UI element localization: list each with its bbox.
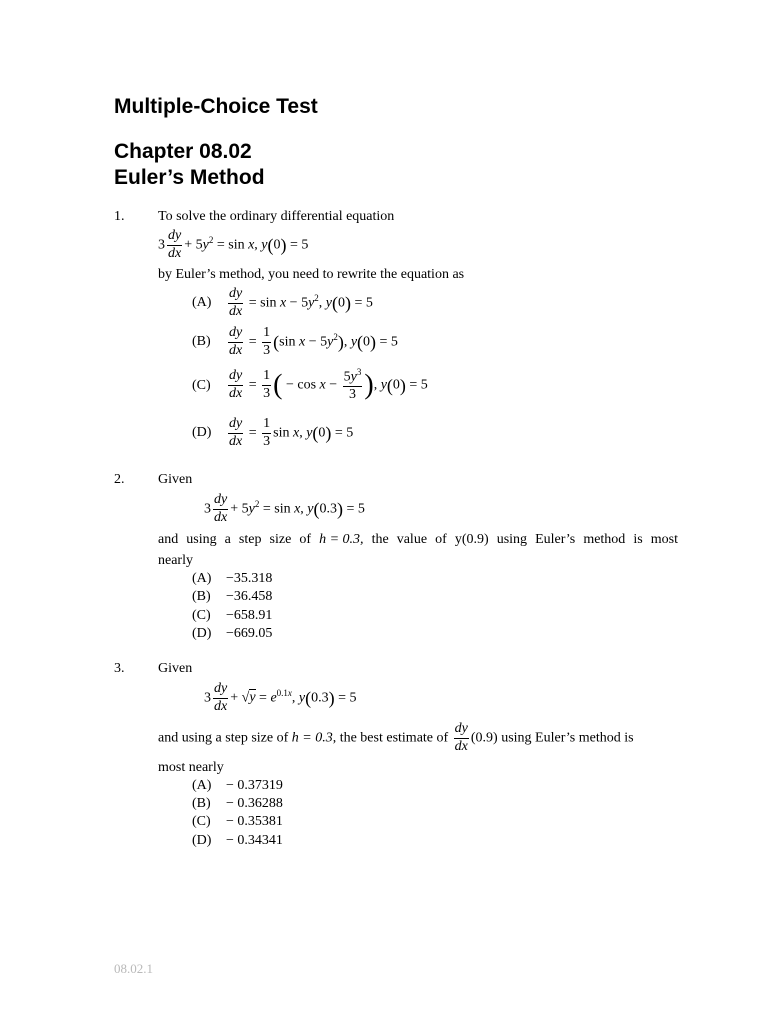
option-value: − 0.37319 [226, 778, 283, 793]
question-2-option-a[interactable] [192, 572, 272, 586]
question-3-intro: Given [158, 661, 193, 676]
option-value: −36.458 [226, 589, 273, 604]
question-2-option-b[interactable] [192, 590, 272, 604]
step-size: h = 0.3 [291, 730, 333, 746]
follow-word: a [224, 532, 231, 547]
follow-word: most [650, 532, 678, 547]
follow-word: Euler’s [535, 532, 576, 547]
follow-word: the [371, 532, 389, 547]
page-number: 08.02.1 [114, 961, 153, 976]
question-3-option-d[interactable] [192, 834, 283, 848]
question-1-follow: by Euler’s method, you need to rewrite the equation as [158, 267, 465, 282]
option-label: (B) [192, 796, 211, 811]
option-label: (A) [192, 571, 212, 586]
question-3-option-a[interactable] [192, 779, 283, 793]
question-2-number: 2. [114, 472, 125, 487]
question-1-option-b[interactable]: (B) $\frac{dy}{dx}$ = $\frac{1}{3}$ (sin $x - 5y^2$), y(0) = 5 [192, 325, 398, 358]
option-value: − 0.36288 [226, 796, 283, 811]
test-title: Multiple-Choice Test [114, 95, 318, 118]
option-label: (C) [192, 608, 211, 623]
question-2-option-c[interactable] [192, 609, 272, 623]
follow-word: value [396, 532, 428, 547]
question-2-follow-end: nearly [158, 553, 193, 568]
follow-word: step [238, 532, 262, 547]
option-label: (D) [192, 833, 212, 848]
question-3-option-c[interactable] [192, 815, 283, 829]
option-label: (C) [192, 814, 211, 829]
question-1-option-c[interactable]: (C) $\frac{dy}{dx}$ = $\frac{1}{3}$ ( − cos x − $\frac{5y^3}{3}$ ), y(0) = 5 [192, 367, 428, 403]
option-value: −669.05 [226, 626, 273, 641]
follow-text: , the best estimate of [332, 730, 449, 746]
question-2-intro: Given [158, 472, 193, 487]
question-3-follow: and using a step size of h = 0.3, the best estimate of $\frac{dy}{dx}$ (0.9) using Euler’s method is [158, 721, 634, 754]
follow-text: and using a step size of [158, 730, 289, 746]
target-value: y(0.9) [454, 532, 489, 547]
option-value: − 0.35381 [226, 814, 283, 829]
follow-word: is [633, 532, 643, 547]
question-2-equation: 3 $\frac{dy}{dx}$ + $5y^2 = \sin x$, y(0.3) = 5 [204, 492, 365, 525]
question-1-intro: To solve the ordinary differential equation [158, 209, 395, 224]
option-value: −658.91 [226, 608, 273, 623]
step-size: h = 0.3, [319, 532, 364, 547]
question-1-equation: 3 $\frac{dy}{dx}$ + $5y^2 = \sin x$, y(0) = 5 [158, 228, 309, 261]
question-3-follow-end: most nearly [158, 760, 224, 775]
follow-word: of [435, 532, 447, 547]
option-value: −35.318 [226, 571, 273, 586]
option-label: (A) [192, 295, 212, 311]
follow-word: size [269, 532, 292, 547]
follow-word: using [496, 532, 528, 547]
topic-title: Euler’s Method [114, 166, 265, 189]
question-3-equation: 3 $\frac{dy}{dx}$ + $√y = e^{0.1x}$, y(0.3) = 5 [204, 681, 357, 714]
follow-word: method [583, 532, 626, 547]
follow-word: using [186, 532, 217, 547]
chapter-title: Chapter 08.02 [114, 140, 252, 163]
option-value: − 0.34341 [226, 833, 283, 848]
question-2-option-d[interactable] [192, 627, 272, 641]
option-label: (B) [192, 589, 211, 604]
question-3-number: 3. [114, 661, 125, 676]
question-3-option-b[interactable] [192, 797, 283, 811]
option-label: (C) [192, 377, 211, 393]
follow-word: of [299, 532, 312, 547]
option-label: (A) [192, 778, 212, 793]
follow-text: (0.9) using Euler’s method is [470, 730, 634, 746]
follow-word: and [158, 532, 179, 547]
option-label: (B) [192, 334, 211, 350]
option-label: (D) [192, 626, 212, 641]
question-1-option-d[interactable]: (D) $\frac{dy}{dx}$ = $\frac{1}{3}$ sin x, y(0) = 5 [192, 416, 354, 449]
question-1-option-a[interactable]: (A) $\frac{dy}{dx}$ = $\sin x - 5y^2$, y(0) = 5 [192, 286, 373, 319]
question-2-follow [158, 533, 678, 547]
option-label: (D) [192, 425, 212, 441]
question-1-number: 1. [114, 209, 125, 224]
